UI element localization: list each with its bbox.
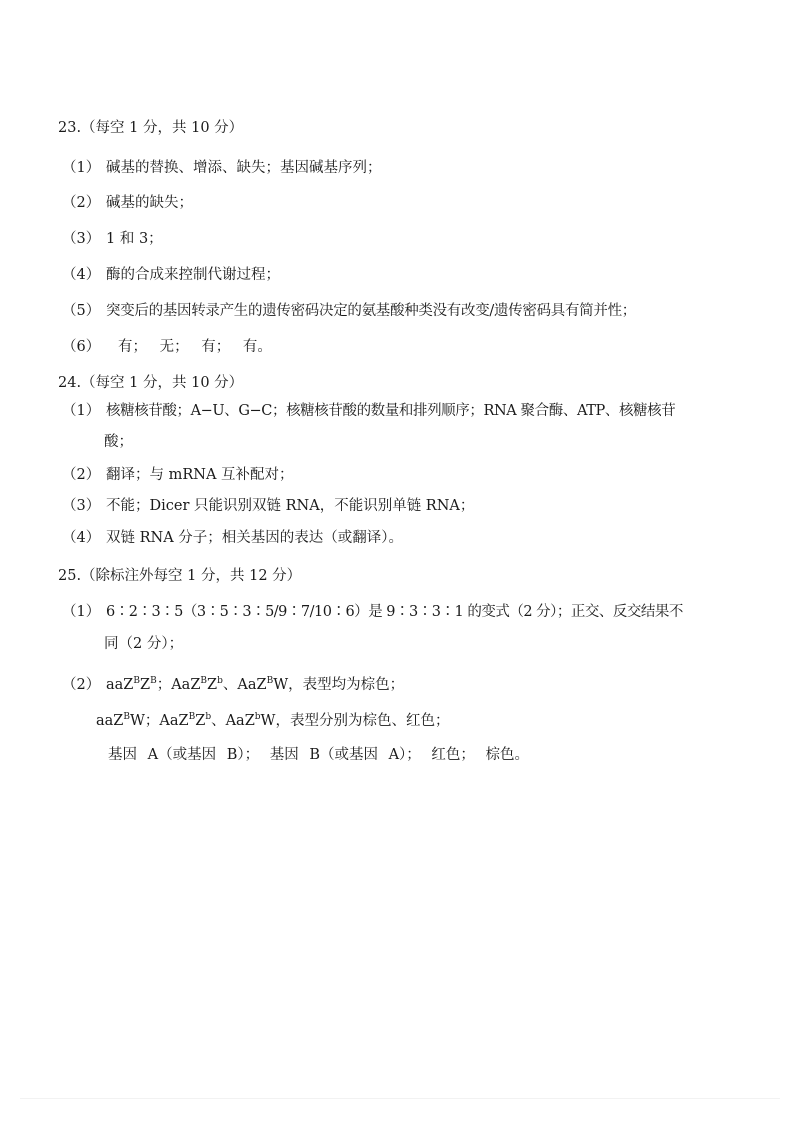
item-text: 不能；Dicer 只能识别双链 RNA，不能识别单链 RNA； [106, 498, 475, 514]
item-number: （2） [62, 677, 101, 693]
item-number: （4） [62, 530, 101, 546]
q24-item-3 [62, 496, 474, 516]
q24-item-1-continuation: 酸； [104, 434, 133, 450]
item-number: （6） [62, 339, 101, 355]
q23-item-3 [62, 229, 163, 249]
item-number: （1） [62, 403, 101, 419]
item-text: 核糖核苷酸；A−U、G−C；核糖核苷酸的数量和排列顺序；RNA 聚合酶、ATP、核糖核苷 [106, 403, 676, 419]
item-text: 翻译；与 mRNA 互补配对； [106, 467, 294, 483]
item-text: 突变后的基因转录产生的遗传密码决定的氨基酸种类没有改变/遗传密码具有简并性； [106, 303, 636, 319]
q23-item-5 [62, 301, 636, 321]
item-text: 碱基的替换、增添、缺失；基因碱基序列； [106, 160, 382, 176]
item-number: （2） [62, 195, 101, 211]
genotype-text: $aaZ^BZ^B$；$AaZ^BZ^b$、AaZ$^B$W，表型均为棕色； [106, 676, 405, 693]
q24-item-4 [62, 528, 403, 548]
item-text: 1 和 3； [106, 231, 163, 247]
q23-header: 23.（每空 1 分，共 10 分） [58, 120, 244, 136]
q25-item-1 [62, 602, 683, 622]
q24-header: 24.（每空 1 分，共 10 分） [58, 375, 244, 391]
q25-item-2-line-1 [62, 675, 404, 695]
q25-item-1-continuation: 同（2 分）； [104, 636, 184, 652]
item-number: （2） [62, 467, 101, 483]
item-text: 酶的合成来控制代谢过程； [106, 267, 280, 283]
item-number: （1） [62, 604, 101, 620]
q25-item-2-line-2: aaZ$^B$W；$AaZ^BZ^b$、AaZ$^b$W，表型分别为棕色、红色； [96, 712, 450, 729]
q24-item-1 [62, 401, 675, 421]
item-number: （4） [62, 267, 101, 283]
item-number: （3） [62, 231, 101, 247]
item-number: （1） [62, 160, 101, 176]
item-text: 双链 RNA 分子；相关基因的表达（或翻译）。 [106, 530, 404, 546]
page-bottom-edge [20, 1098, 780, 1099]
q25-item-2-line-3: 基因 A（或基因 B）； 基因 B（或基因 A）； 红色； 棕色。 [108, 747, 530, 763]
q23-item-1 [62, 158, 382, 178]
item-number: （3） [62, 498, 101, 514]
item-number: （5） [62, 303, 101, 319]
item-text: 6∶2∶3∶5（3∶5∶3∶5/9∶7/10∶6）是 9∶3∶3∶1 的变式（2 分）；正交、反交结果不 [106, 604, 683, 620]
q23-item-2 [62, 193, 193, 213]
item-text: 碱基的缺失； [106, 195, 193, 211]
item-text: 有； 无； 有； 有。 [118, 339, 272, 355]
q25-header: 25.（除标注外每空 1 分，共 12 分） [58, 568, 302, 584]
q23-item-6 [62, 337, 272, 357]
q23-item-4 [62, 265, 280, 285]
q24-item-2 [62, 465, 294, 485]
